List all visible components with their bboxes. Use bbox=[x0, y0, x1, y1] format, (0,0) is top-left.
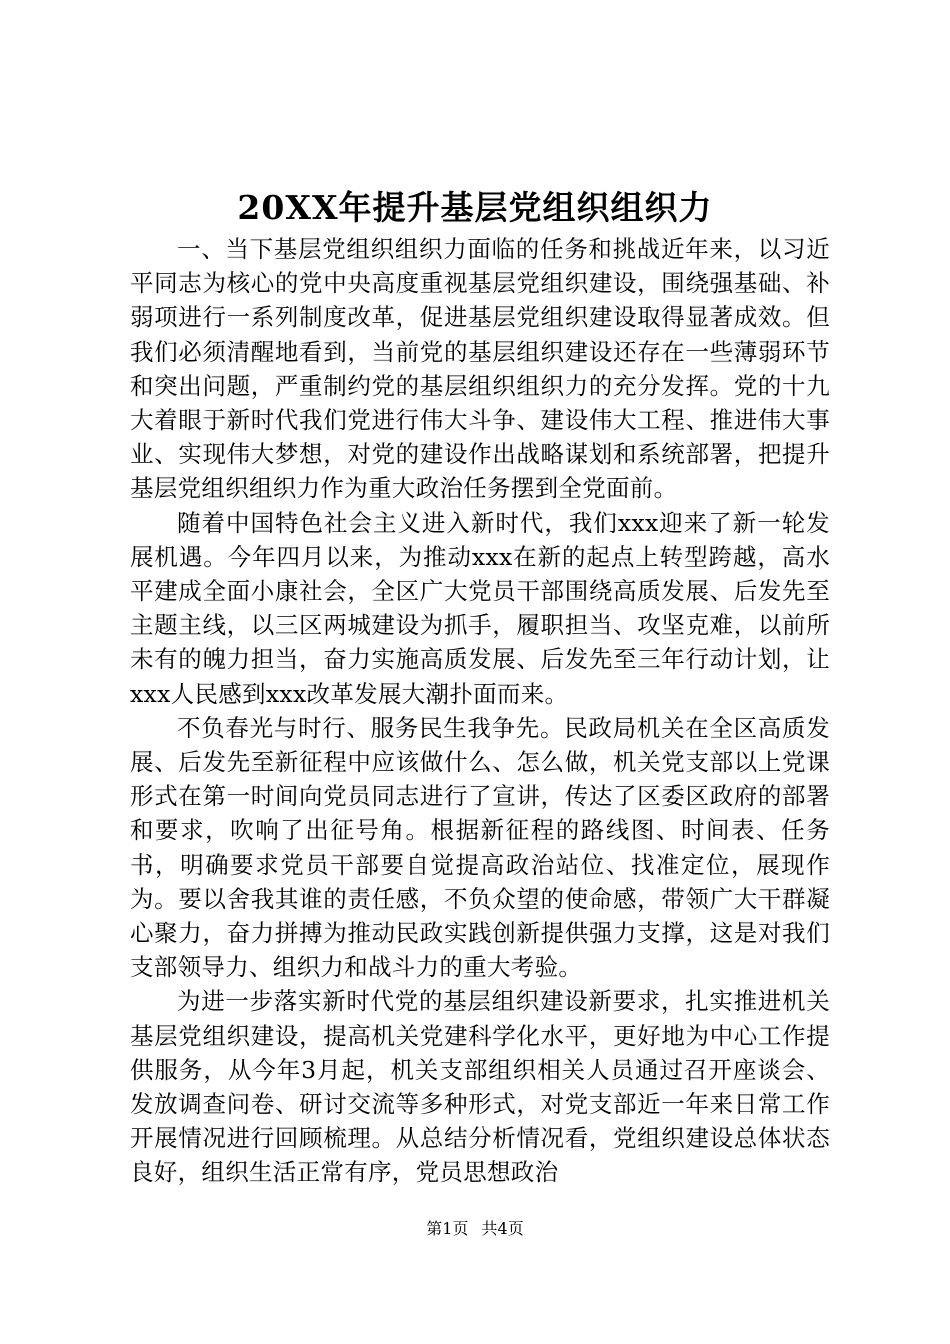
page-number: 第1页 bbox=[426, 1219, 469, 1238]
document-title: 20XX年提升基层党组织组织力 bbox=[237, 188, 713, 227]
paragraph-4: 为进一步落实新时代党的基层组织建设新要求，扎实推进机关基层党组织建设，提高机关党建科学化水平，更好地为中心工作提供服务，从今年3月起，机关支部组织相关人员通过召开座谈会、发放调查问卷、研讨交流等多种形式，对党支部近一年来日常工作开展情况进行回顾梳理。从总结分析情况看，党组织建设总体状态良好，组织生活正常有序，党员思想政治 bbox=[130, 987, 830, 1187]
paragraph-2: 随着中国特色社会主义进入新时代，我们xxx迎来了新一轮发展机遇。今年四月以来，为推动xxx在新的起点上转型跨越，高水平建成全面小康社会，全区广大党员干部围绕高质发展、后发先至主题主线，以三区两城建设为抓手，履职担当、攻坚克难，以前所未有的魄力担当，奋力实施高质发展、后发先至三年行动计划，让xxx人民感到xxx改革发展大潮扑面而来。 bbox=[130, 508, 830, 708]
document-body bbox=[130, 232, 830, 1190]
paragraph-3: 不负春光与时行、服务民生我争先。民政局机关在全区高质发展、后发先至新征程中应该做什么、怎么做，机关党支部以上党课形式在第一时间向党员同志进行了宣讲，传达了区委区政府的部署和要求，吹响了出征号角。根据新征程的路线图、时间表、任务书，明确要求党员干部要自觉提高政治站位、找准定位，展现作为。要以舍我其谁的责任感，不负众望的使命感，带领广大干群凝心聚力，奋力拼搏为推动民政实践创新提供强力支撑，这是对我们支部领导力、组织力和战斗力的重大考验。 bbox=[130, 713, 830, 982]
page-footer bbox=[0, 1218, 950, 1240]
paragraph-1: 一、当下基层党组织组织力面临的任务和挑战近年来，以习近平同志为核心的党中央高度重视基层党组织建设，围绕强基础、补弱项进行一系列制度改革，促进基层党组织建设取得显著成效。但我们必须清醒地看到，当前党的基层组织建设还存在一些薄弱环节和突出问题，严重制约党的基层组织组织力的充分发挥。党的十九大着眼于新时代我们党进行伟大斗争、建设伟大工程、推进伟大事业、实现伟大梦想，对党的建设作出战略谋划和系统部署，把提升基层党组织组织力作为重大政治任务摆到全党面前。 bbox=[130, 235, 830, 503]
page-total: 共4页 bbox=[481, 1219, 524, 1238]
